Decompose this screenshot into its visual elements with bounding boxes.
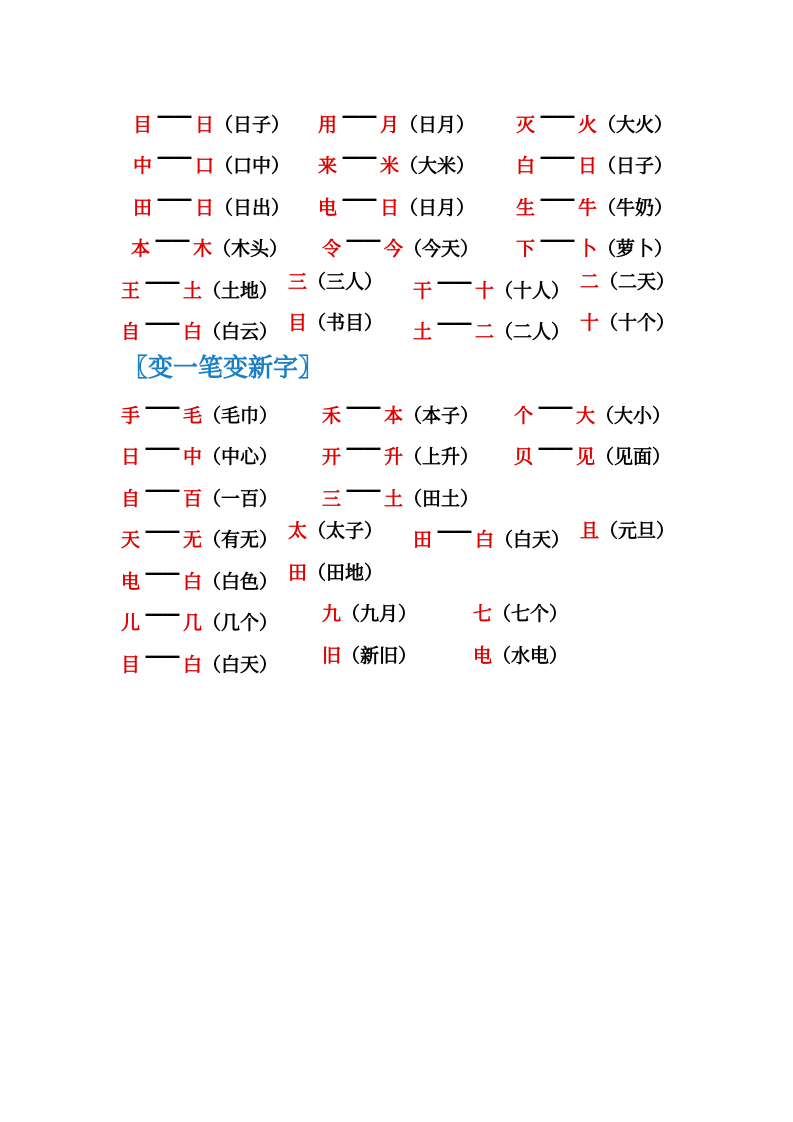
target-character: 中 [183,446,203,468]
word-pair [133,142,290,181]
example-word: （白天） [202,654,279,676]
target-character: 大 [576,405,596,427]
source-character: 目 [288,312,308,334]
source-character: 生 [516,197,536,219]
text-line [0,433,793,468]
dash-connector: —— [144,479,179,501]
word-pair [121,516,278,555]
source-character: 田 [413,529,433,551]
source-character: 电 [473,645,493,667]
dash-connector: —— [156,146,191,168]
source-character: 王 [121,280,141,302]
example-word: （十人） [494,280,571,302]
word-pair [580,308,675,338]
source-character: 土 [413,321,433,343]
dash-connector: —— [345,437,380,459]
example-word: （一百） [202,488,279,510]
target-character: 升 [384,446,404,468]
example-word: （元旦） [599,520,676,542]
source-character: 开 [322,446,342,468]
source-character: 来 [318,155,338,177]
dash-connector: —— [436,312,471,334]
target-character: 日 [578,155,598,177]
source-character: 日 [121,446,141,468]
target-character: 口 [195,155,215,177]
example-word: （毛巾） [202,405,279,427]
source-character: 目 [121,654,141,676]
dash-connector: —— [341,105,376,127]
dash-connector: —— [537,437,572,459]
source-character: 十 [580,312,600,334]
example-word: （日子） [214,114,291,136]
target-character: 木 [193,238,213,260]
word-pair [413,516,570,555]
example-word: （三人） [307,271,384,293]
example-word: （有无） [202,529,279,551]
source-character: 自 [121,321,141,343]
dash-connector: —— [341,188,376,210]
target-character: 白 [475,529,495,551]
example-word: （田土） [403,488,480,510]
target-character: 牛 [578,197,598,219]
source-character: 自 [121,488,141,510]
text-line [0,267,793,302]
word-pair [288,516,383,546]
word-pair [121,392,278,431]
example-word: （几个） [202,612,279,634]
text-line [0,516,793,551]
word-pair [121,475,278,514]
target-character: 白 [183,654,203,676]
dash-connector: —— [144,271,179,293]
word-pair [318,101,475,140]
target-character: 见 [576,446,596,468]
dash-connector: —— [144,520,179,542]
word-pair [413,308,570,347]
dash-connector: —— [436,271,471,293]
example-word: （太子） [307,520,384,542]
target-character: 今 [384,238,404,260]
section-heading: 〖变一笔变新字〗 [123,353,324,382]
target-character: 毛 [183,405,203,427]
source-character: 太 [288,520,308,542]
example-word: （见面） [595,446,672,468]
text-line [0,225,793,260]
text-line [0,599,793,634]
target-character: 二 [475,321,495,343]
example-word: （木头） [212,238,289,260]
source-character: 三 [322,488,342,510]
example-word: （二天） [599,271,676,293]
target-character: 本 [384,405,404,427]
source-character: 下 [516,238,536,260]
dash-connector: —— [539,188,574,210]
source-character: 旧 [322,645,342,667]
source-character: 贝 [514,446,534,468]
word-pair [318,184,475,223]
word-pair [473,641,568,671]
text-line [0,392,793,427]
dash-connector: —— [156,188,191,210]
example-word: （日月） [399,197,476,219]
word-pair [580,516,675,546]
source-character: 目 [133,114,153,136]
example-word: （白色） [202,571,279,593]
word-pair [288,308,383,338]
example-word: （牛奶） [597,197,674,219]
example-word: （白云） [202,321,279,343]
target-character: 火 [578,114,598,136]
dash-connector: —— [539,229,574,251]
source-character: 三 [288,271,308,293]
example-word: （水电） [492,645,569,667]
text-line [0,308,793,343]
example-word: （九月） [341,603,418,625]
word-pair [121,599,278,638]
source-character: 且 [580,520,600,542]
source-character: 田 [133,197,153,219]
word-pair [322,433,479,472]
word-pair [318,142,475,181]
word-pair [516,184,673,223]
text-line [0,184,793,219]
text-line [0,641,793,676]
source-character: 儿 [121,612,141,634]
dash-connector: —— [345,479,380,501]
dash-connector: —— [156,105,191,127]
text-line [0,475,793,510]
example-word: （土地） [202,280,279,302]
example-word: （新旧） [341,645,418,667]
example-word: （口中） [214,155,291,177]
target-character: 日 [195,114,215,136]
word-pair [516,142,673,181]
target-character: 十 [475,280,495,302]
source-character: 七 [473,603,493,625]
source-character: 用 [318,114,338,136]
example-word: （二人） [494,321,571,343]
source-character: 个 [514,405,534,427]
word-pair [133,101,290,140]
dash-connector: —— [144,603,179,625]
dash-connector: —— [537,396,572,418]
example-word: （上升） [403,446,480,468]
source-character: 禾 [322,405,342,427]
source-character: 田 [288,562,308,584]
source-character: 电 [121,571,141,593]
word-pair [322,225,479,264]
example-word: （田地） [307,562,384,584]
example-word: （日子） [597,155,674,177]
target-character: 卜 [578,238,598,260]
source-character: 天 [121,529,141,551]
word-pair [133,184,290,223]
target-character: 月 [380,114,400,136]
example-word: （白天） [494,529,571,551]
target-character: 米 [380,155,400,177]
source-character: 电 [318,197,338,219]
target-character: 日 [380,197,400,219]
example-word: （本子） [403,405,480,427]
dash-connector: —— [345,396,380,418]
dash-connector: —— [539,105,574,127]
source-character: 干 [413,280,433,302]
word-pair [514,392,671,431]
word-pair [121,267,278,306]
dash-connector: —— [144,437,179,459]
word-pair [131,225,288,264]
example-word: （今天） [403,238,480,260]
dash-connector: —— [341,146,376,168]
source-character: 九 [322,603,342,625]
source-character: 令 [322,238,342,260]
target-character: 百 [183,488,203,510]
word-pair [516,225,673,264]
text-line [0,142,793,177]
target-character: 无 [183,529,203,551]
example-word: （七个） [492,603,569,625]
target-character: 白 [183,321,203,343]
target-character: 白 [183,571,203,593]
example-word: （日出） [214,197,291,219]
text-line [0,558,793,593]
example-word: （十个） [599,312,676,334]
dash-connector: —— [539,146,574,168]
word-pair [288,558,383,588]
dash-connector: —— [144,645,179,667]
dash-connector: —— [144,562,179,584]
source-character: 手 [121,405,141,427]
example-word: （大小） [595,405,672,427]
word-pair [413,267,570,306]
word-pair [121,558,278,597]
example-word: （日月） [399,114,476,136]
target-character: 日 [195,197,215,219]
dash-connector: —— [154,229,189,251]
word-pair [121,641,278,680]
word-pair [580,267,675,297]
example-word: （大米） [399,155,476,177]
example-word: （中心） [202,446,279,468]
word-pair [322,392,479,431]
target-character: 土 [183,280,203,302]
dash-connector: —— [144,396,179,418]
word-pair [121,308,278,347]
word-pair [322,641,417,671]
dash-connector: —— [436,520,471,542]
target-character: 土 [384,488,404,510]
word-pair [121,433,278,472]
dash-connector: —— [144,312,179,334]
source-character: 灭 [516,114,536,136]
source-character: 白 [516,155,536,177]
word-pair [514,433,671,472]
example-word: （大火） [597,114,674,136]
example-word: （萝卜） [597,238,674,260]
dash-connector: —— [345,229,380,251]
source-character: 中 [133,155,153,177]
target-character: 几 [183,612,203,634]
word-pair [322,599,417,629]
word-pair [288,267,383,297]
source-character: 本 [131,238,151,260]
example-word: （书目） [307,312,384,334]
word-pair [516,101,673,140]
text-line [0,101,793,136]
word-pair [473,599,568,629]
word-pair [322,475,479,514]
source-character: 二 [580,271,600,293]
